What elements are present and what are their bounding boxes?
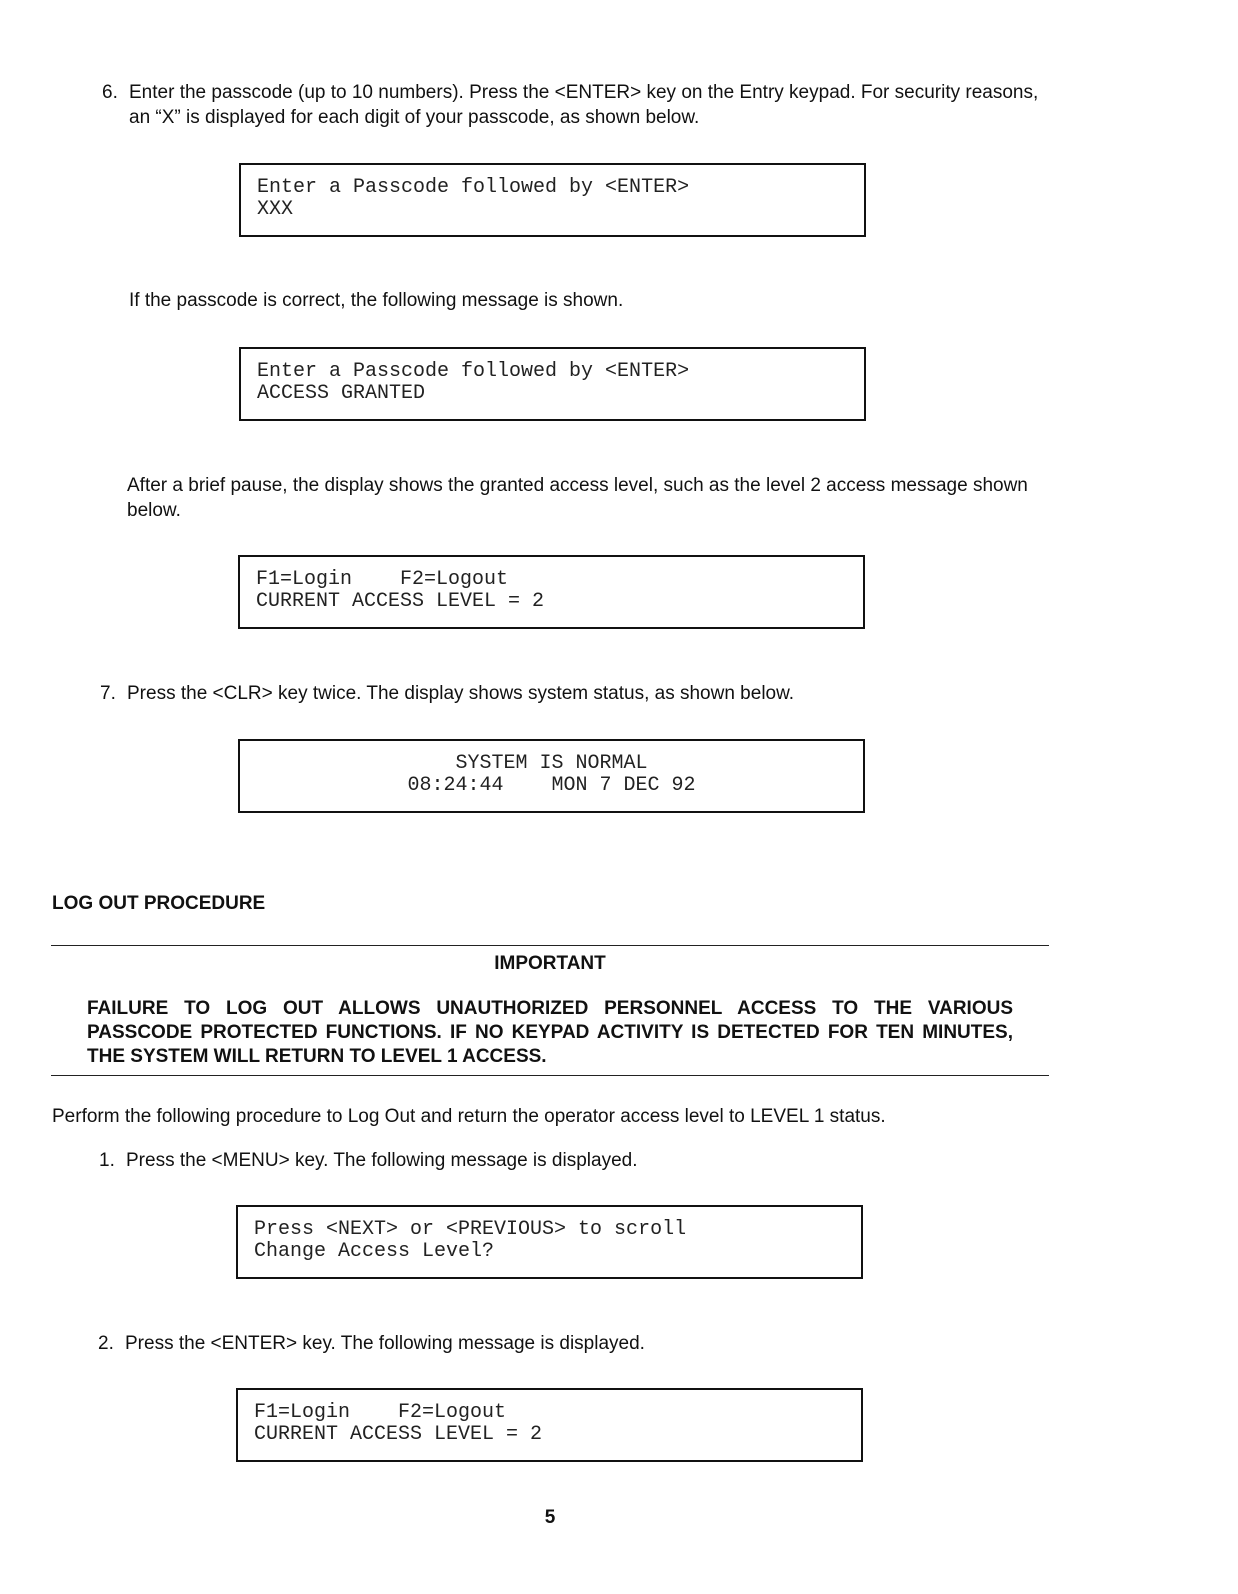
step-number: 6. xyxy=(102,82,118,103)
lcd-line: Enter a Passcode followed by <ENTER> xyxy=(257,176,690,199)
logout-step-1-text: Press the <MENU> key. The following message is displayed. xyxy=(126,1150,638,1171)
lcd-line: CURRENT ACCESS LEVEL = 2 xyxy=(254,1423,543,1446)
logout-intro: Perform the following procedure to Log Out and return the operator access level to LEVEL 1 status. xyxy=(52,1106,886,1127)
lcd-display-logout-level xyxy=(236,1388,863,1462)
lcd-line: XXX xyxy=(257,198,294,221)
step-number: 7. xyxy=(100,683,116,704)
important-warning-text: FAILURE TO LOG OUT ALLOWS UNAUTHORIZED PERSONNEL ACCESS TO THE VARIOUS PASSCODE PROTECTED FUNCTIONS. IF NO KEYPAD ACTIVITY IS DETECTED FOR TEN MINUTES, THE SYSTEM WILL RETURN TO LEVEL 1 ACCESS. xyxy=(87,998,1013,1067)
lcd-line: CURRENT ACCESS LEVEL = 2 xyxy=(256,590,545,613)
section-heading-log-out: LOG OUT PROCEDURE xyxy=(52,893,266,914)
lcd-line: F1=Login F2=Logout xyxy=(254,1401,507,1424)
lcd-display-system-status xyxy=(238,739,865,813)
lcd-display-access-granted xyxy=(239,347,866,421)
note-brief-pause: After a brief pause, the display shows the granted access level, such as the level 2 access message shown below. xyxy=(127,475,1028,521)
divider-top xyxy=(51,945,1049,946)
step-number: 2. xyxy=(98,1333,114,1354)
page-number: 5 xyxy=(544,1507,556,1528)
note-passcode-correct: If the passcode is correct, the following message is shown. xyxy=(129,290,624,311)
lcd-line: ACCESS GRANTED xyxy=(257,382,426,405)
important-title: IMPORTANT xyxy=(494,953,606,974)
lcd-line: SYSTEM IS NORMAL xyxy=(455,752,648,775)
logout-step-2-text: Press the <ENTER> key. The following message is displayed. xyxy=(125,1333,645,1354)
step-6-text: Enter the passcode (up to 10 numbers). Press the <ENTER> key on the Entry keypad. For security reasons, an “X” is displayed for each digit of your passcode, as shown below. xyxy=(129,82,1039,128)
lcd-display-menu xyxy=(236,1205,863,1279)
step-7-text: Press the <CLR> key twice. The display shows system status, as shown below. xyxy=(127,683,795,704)
lcd-line: Press <NEXT> or <PREVIOUS> to scroll xyxy=(254,1218,687,1241)
lcd-line: 08:24:44 MON 7 DEC 92 xyxy=(407,774,696,797)
lcd-display-passcode-entry xyxy=(239,163,866,237)
step-number: 1. xyxy=(99,1150,115,1171)
divider-bottom xyxy=(51,1075,1049,1076)
lcd-line: Enter a Passcode followed by <ENTER> xyxy=(257,360,690,383)
lcd-line: Change Access Level? xyxy=(254,1240,495,1263)
lcd-display-access-level xyxy=(238,555,865,629)
lcd-line: F1=Login F2=Logout xyxy=(256,568,509,591)
